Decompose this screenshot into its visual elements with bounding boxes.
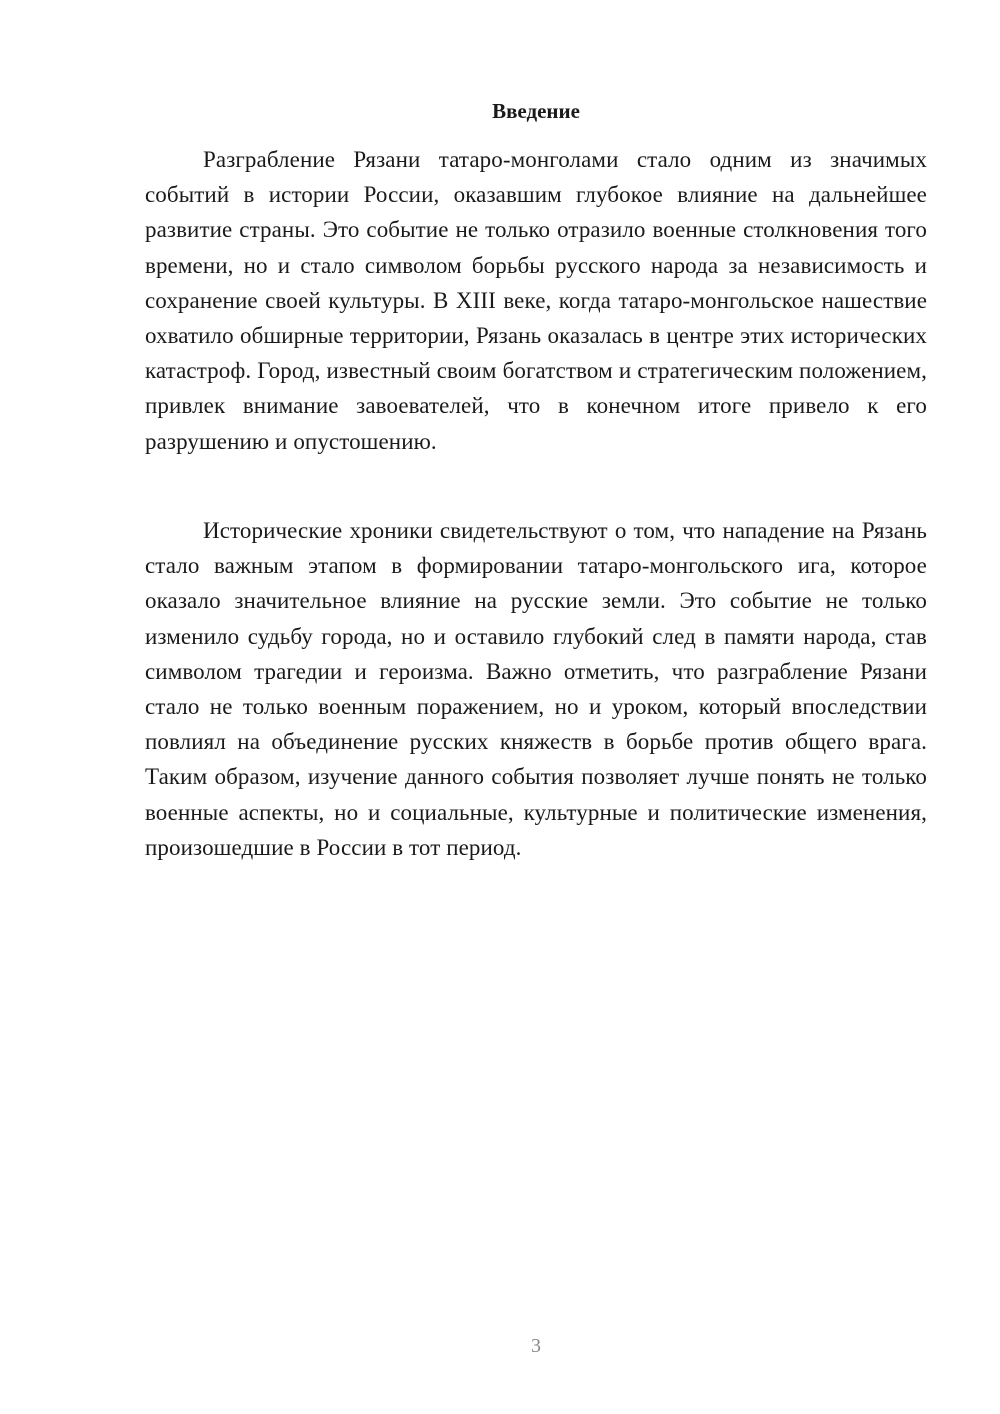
- page-number: 3: [531, 1335, 541, 1357]
- paragraph-introduction-2: Исторические хроники свидетельствуют о том, что нападение на Рязань стало важным этапом в формировании татаро-монгольского ига, которое оказало значительное влияние на русские земли. Это событие не только изменило судьбу города, но и оставило глубокий след в памяти народа, став символом трагедии и героизма. Важно отметить, что разграбление Рязани стало не только военным поражением, но и уроком, который впоследствии повлиял на объединение русских княжеств в борьбе против общего врага. Таким образом, изучение данного события позволяет лучше понять не только военные аспекты, но и социальные, культурные и политические изменения, произошедшие в России в тот период.: [145, 518, 927, 860]
- paragraph-introduction-1: Разграбление Рязани татаро-монголами стало одним из значимых событий в истории России, оказавшим глубокое влияние на дальнейшее развитие страны. Это событие не только отразило военные столкновения того времени, но и стало символом борьбы русского народа за независимость и сохранение своей культуры. В XIII веке, когда татаро-монгольское нашествие охватило обширные территории, Рязань оказалась в центре этих исторических катастроф. Город, известный своим богатством и стратегическим положением, привлек внимание завоевателей, что в конечном итоге привело к его разрушению и опустошению.: [145, 147, 927, 454]
- section-heading: Введение: [492, 99, 580, 123]
